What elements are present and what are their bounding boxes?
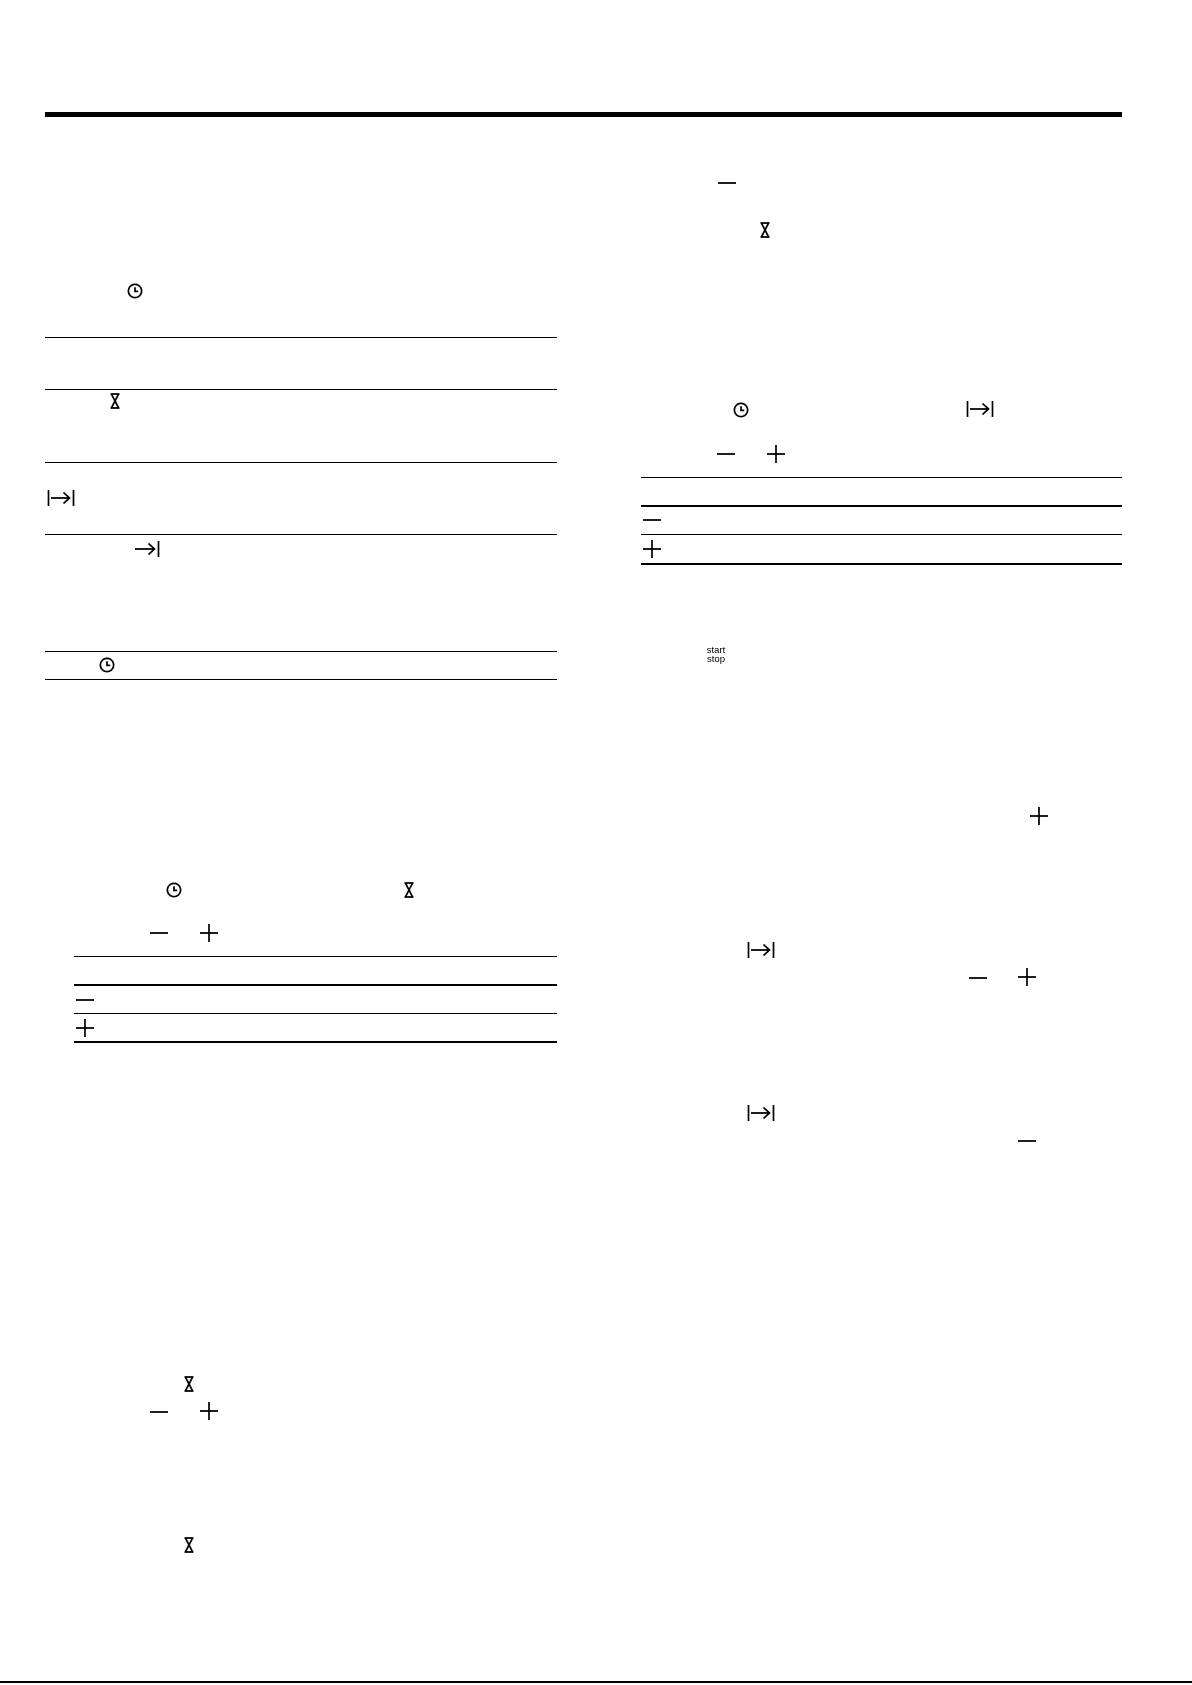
arrow-to-bar-icon (47, 489, 75, 507)
page-header-rule (45, 112, 1122, 117)
adjust-table-rule (641, 477, 1122, 478)
minus-icon (643, 518, 661, 522)
plus-icon (200, 1402, 218, 1420)
hourglass-icon (403, 882, 415, 898)
arrow-to-bar-icon (747, 1104, 775, 1122)
adjust-table-rule (641, 534, 1122, 535)
minus-icon (76, 998, 94, 1002)
clock-icon (166, 882, 182, 898)
hourglass-icon (759, 222, 771, 238)
adjust-table-rule (74, 956, 557, 957)
hourglass-icon (183, 1376, 195, 1392)
minus-icon (718, 181, 736, 185)
function-table-rule (45, 337, 557, 338)
function-table-rule (45, 679, 557, 680)
clock-icon (127, 283, 143, 299)
adjust-table-rule (641, 505, 1122, 507)
hourglass-icon (109, 393, 121, 409)
minus-icon (150, 931, 168, 935)
plus-icon (1018, 968, 1036, 986)
clock-icon (99, 657, 115, 673)
minus-icon (969, 976, 987, 980)
arrow-to-bar-icon (966, 400, 994, 418)
minus-icon (150, 1410, 168, 1414)
adjust-table-rule (74, 984, 557, 986)
minus-icon (1018, 1139, 1036, 1143)
hourglass-icon (183, 1537, 195, 1553)
start-label: start (706, 645, 726, 656)
plus-icon (643, 540, 661, 558)
arrow-to-bar-icon (747, 941, 775, 959)
function-table-rule (45, 534, 557, 535)
page-footer-rule (0, 1681, 1192, 1683)
start-stop-button-icon (703, 646, 729, 664)
adjust-table-rule (641, 563, 1122, 565)
adjust-table-rule (74, 1013, 557, 1014)
plus-icon (1030, 807, 1048, 825)
stop-label: stop (707, 654, 725, 665)
function-table-rule (45, 462, 557, 463)
plus-icon (200, 924, 218, 942)
minus-icon (717, 452, 735, 456)
adjust-table-rule (74, 1041, 557, 1043)
plus-icon (76, 1019, 94, 1037)
plus-icon (767, 445, 785, 463)
function-table-rule (45, 651, 557, 652)
function-table-rule (45, 389, 557, 390)
clock-icon (733, 402, 749, 418)
arrow-to-bar-icon (134, 540, 160, 558)
